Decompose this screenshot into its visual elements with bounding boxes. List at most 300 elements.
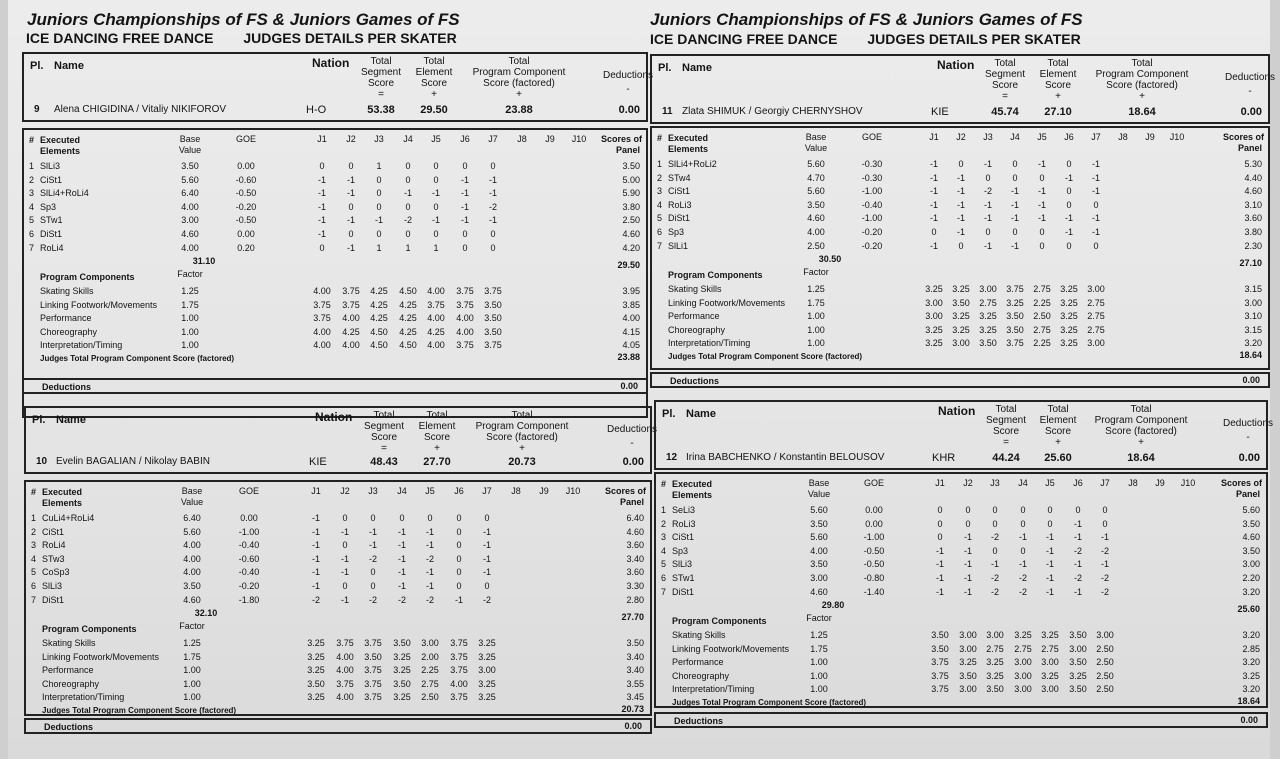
element-number: 7 bbox=[661, 587, 667, 597]
scores-of-header: Scores of bbox=[1222, 132, 1264, 142]
judge-mark: 0 bbox=[342, 540, 348, 550]
judge-mark: 1 bbox=[376, 243, 382, 253]
component-panel-score: 4.00 bbox=[622, 313, 640, 323]
judge-mark: -1 bbox=[929, 241, 939, 251]
judge-header: J8 bbox=[511, 486, 521, 496]
tss-header: Total bbox=[373, 410, 395, 421]
component-judge-mark: 4.00 bbox=[336, 692, 354, 702]
pcs-header: Total bbox=[1131, 58, 1153, 69]
element-goe: -1.80 bbox=[238, 595, 260, 605]
base-header: Base bbox=[805, 132, 827, 142]
component-judge-mark: 3.25 bbox=[1014, 630, 1032, 640]
component-factor: 1.00 bbox=[181, 313, 199, 323]
pl-label: Pl. bbox=[662, 408, 676, 420]
element-base-value: 4.00 bbox=[183, 567, 201, 577]
component-name: Linking Footwork/Movements bbox=[672, 644, 790, 654]
component-judge-mark: 2.50 bbox=[1033, 311, 1051, 321]
judge-mark: -1 bbox=[397, 567, 407, 577]
component-factor: 1.00 bbox=[181, 340, 199, 350]
pl-label: Pl. bbox=[658, 62, 672, 74]
base-header: Base bbox=[808, 478, 830, 488]
judge-mark: 0 bbox=[1047, 505, 1053, 515]
judge-mark: -1 bbox=[340, 595, 350, 605]
judge-header: J6 bbox=[1064, 132, 1074, 142]
judge-mark: 0 bbox=[985, 227, 991, 237]
component-judge-mark: 3.25 bbox=[393, 652, 411, 662]
judge-header: J2 bbox=[340, 486, 350, 496]
deductions-dash: - bbox=[630, 438, 634, 449]
tes-header: + bbox=[431, 89, 437, 100]
judge-mark: -2 bbox=[1018, 573, 1028, 583]
executed-header: Executed bbox=[40, 135, 81, 145]
judge-header: J2 bbox=[346, 134, 356, 144]
report-label: JUDGES DETAILS PER SKATER bbox=[243, 30, 457, 46]
component-factor: 1.00 bbox=[183, 692, 201, 702]
element-number: 4 bbox=[31, 554, 37, 564]
judges-total-label: Judges Total Program Component Score (factored) bbox=[668, 352, 863, 361]
judge-header: J6 bbox=[1073, 478, 1083, 488]
tss-header: = bbox=[381, 443, 387, 454]
element-code: STw1 bbox=[672, 573, 695, 583]
judge-mark: 1 bbox=[376, 161, 382, 171]
component-name: Skating Skills bbox=[42, 638, 96, 648]
factor-header: Factor bbox=[179, 621, 205, 631]
element-panel-score: 6.40 bbox=[626, 513, 644, 523]
component-judge-mark: 3.50 bbox=[484, 300, 502, 310]
element-panel-score: 3.60 bbox=[626, 540, 644, 550]
judge-mark: -1 bbox=[482, 527, 492, 537]
judge-mark: 0 bbox=[484, 513, 490, 523]
elements-header: Elements bbox=[672, 490, 713, 500]
judge-mark: -1 bbox=[311, 554, 321, 564]
judge-mark: -1 bbox=[1064, 213, 1074, 223]
tes-header: + bbox=[1055, 91, 1061, 102]
skater-name: Irina BABCHENKO / Konstantin BELOUSOV bbox=[686, 452, 885, 463]
judges-details bbox=[24, 480, 652, 716]
tes-header: Score bbox=[1044, 426, 1072, 437]
component-factor: 1.00 bbox=[810, 684, 828, 694]
component-judge-mark: 3.00 bbox=[959, 684, 977, 694]
pcs-header: + bbox=[1139, 91, 1145, 102]
element-base-value: 4.00 bbox=[183, 554, 201, 564]
judge-mark: 0 bbox=[992, 519, 998, 529]
judge-mark: -1 bbox=[431, 215, 441, 225]
skater-name: Evelin BAGALIAN / Nikolay BABIN bbox=[56, 456, 210, 467]
deductions-total: 0.00 bbox=[624, 721, 642, 731]
judge-mark: -1 bbox=[956, 186, 966, 196]
component-judge-mark: 3.25 bbox=[1060, 311, 1078, 321]
judge-mark: -1 bbox=[1073, 559, 1083, 569]
component-judge-mark: 3.75 bbox=[931, 657, 949, 667]
deductions-row bbox=[650, 372, 1270, 388]
base-value-total: 31.10 bbox=[192, 256, 216, 266]
elements-header: Elements bbox=[40, 146, 81, 156]
tss-header: Total bbox=[370, 56, 392, 67]
component-judge-mark: 3.00 bbox=[1096, 630, 1114, 640]
element-base-value: 4.00 bbox=[183, 540, 201, 550]
judge-mark: -1 bbox=[963, 587, 973, 597]
element-code: SlLi4+RoLi2 bbox=[668, 159, 717, 169]
component-name: Choreography bbox=[42, 679, 100, 689]
judge-mark: -2 bbox=[482, 595, 492, 605]
component-judge-mark: 3.50 bbox=[364, 652, 382, 662]
element-number: 5 bbox=[29, 215, 35, 225]
tes-header: Total bbox=[1047, 58, 1069, 69]
component-judge-mark: 4.00 bbox=[427, 340, 445, 350]
judge-header: J2 bbox=[956, 132, 966, 142]
component-judge-mark: 3.25 bbox=[986, 671, 1004, 681]
element-number: 6 bbox=[657, 227, 663, 237]
judge-mark: 0 bbox=[958, 159, 964, 169]
component-panel-score: 3.85 bbox=[622, 300, 640, 310]
judge-mark: -1 bbox=[983, 159, 993, 169]
element-goe: -1.00 bbox=[238, 527, 260, 537]
element-goe: -0.50 bbox=[863, 559, 885, 569]
judge-mark: -1 bbox=[368, 540, 378, 550]
component-panel-score: 4.15 bbox=[622, 327, 640, 337]
component-judge-mark: 4.00 bbox=[336, 652, 354, 662]
element-number: 4 bbox=[661, 546, 667, 556]
element-number: 6 bbox=[31, 581, 37, 591]
judge-mark: 0 bbox=[456, 554, 462, 564]
element-base-value: 3.00 bbox=[181, 215, 199, 225]
judge-mark: -1 bbox=[340, 554, 350, 564]
element-code: RoLi3 bbox=[672, 519, 696, 529]
component-factor: 1.00 bbox=[807, 338, 825, 348]
total-program-component-score: 18.64 bbox=[1128, 106, 1156, 118]
component-judge-mark: 4.25 bbox=[342, 327, 360, 337]
component-judge-mark: 3.25 bbox=[925, 284, 943, 294]
judge-mark: -2 bbox=[425, 554, 435, 564]
component-judge-mark: 3.75 bbox=[342, 286, 360, 296]
judge-header: J10 bbox=[565, 486, 581, 496]
component-name: Performance bbox=[668, 311, 720, 321]
judge-mark: -1 bbox=[1064, 227, 1074, 237]
judge-mark: -1 bbox=[317, 175, 327, 185]
element-code: SlLi1 bbox=[668, 241, 689, 251]
component-judge-mark: 4.00 bbox=[427, 313, 445, 323]
total-segment-score: 44.24 bbox=[992, 452, 1020, 464]
judges-total-label: Judges Total Program Component Score (factored) bbox=[42, 706, 237, 715]
component-factor: 1.25 bbox=[810, 630, 828, 640]
element-number: 5 bbox=[31, 567, 37, 577]
deductions-row bbox=[24, 718, 652, 734]
element-number: 7 bbox=[657, 241, 663, 251]
base-value-total: 32.10 bbox=[194, 608, 218, 618]
component-judge-mark: 3.00 bbox=[1014, 657, 1032, 667]
component-panel-score: 3.20 bbox=[1242, 684, 1260, 694]
pcs-header: + bbox=[516, 89, 522, 100]
judge-header: J4 bbox=[397, 486, 407, 496]
component-judge-mark: 3.25 bbox=[393, 692, 411, 702]
judge-mark: 0 bbox=[1039, 227, 1045, 237]
component-judge-mark: 2.50 bbox=[1096, 657, 1114, 667]
element-panel-score: 4.60 bbox=[1244, 186, 1262, 196]
element-base-value: 5.60 bbox=[181, 175, 199, 185]
judge-mark: 0 bbox=[490, 229, 496, 239]
element-panel-score: 4.40 bbox=[1244, 173, 1262, 183]
nation-label: Nation bbox=[938, 404, 976, 418]
judge-mark: -1 bbox=[311, 513, 321, 523]
judge-mark: -2 bbox=[397, 595, 407, 605]
component-judge-mark: 3.25 bbox=[1041, 630, 1059, 640]
component-judge-mark: 3.00 bbox=[986, 630, 1004, 640]
component-judge-mark: 3.25 bbox=[478, 638, 496, 648]
judge-mark: 0 bbox=[348, 161, 354, 171]
goe-header: GOE bbox=[863, 478, 885, 488]
element-panel-score: 4.60 bbox=[1242, 532, 1260, 542]
total-program-component-score: 18.64 bbox=[1127, 452, 1155, 464]
element-goe: -0.60 bbox=[238, 554, 260, 564]
judge-header: J3 bbox=[374, 134, 384, 144]
tes-header: + bbox=[434, 443, 440, 454]
component-judge-mark: 3.00 bbox=[952, 338, 970, 348]
component-factor: 1.75 bbox=[807, 298, 825, 308]
judge-mark: -1 bbox=[929, 173, 939, 183]
component-judge-mark: 2.75 bbox=[1087, 311, 1105, 321]
component-judge-mark: 3.00 bbox=[959, 644, 977, 654]
judge-mark: -1 bbox=[482, 540, 492, 550]
element-goe: 0.00 bbox=[237, 161, 255, 171]
component-factor: 1.75 bbox=[181, 300, 199, 310]
component-judge-mark: 2.25 bbox=[1033, 338, 1051, 348]
component-name: Interpretation/Timing bbox=[40, 340, 123, 350]
component-judge-mark: 4.25 bbox=[399, 313, 417, 323]
element-code: CiSt1 bbox=[668, 186, 691, 196]
component-panel-score: 3.15 bbox=[1244, 325, 1262, 335]
scores-of-header: Scores of bbox=[600, 134, 642, 144]
results-sheet bbox=[8, 0, 1276, 759]
judge-mark: 0 bbox=[1102, 505, 1108, 515]
element-number: 7 bbox=[31, 595, 37, 605]
executed-header: Executed bbox=[42, 487, 83, 497]
component-judge-mark: 4.25 bbox=[370, 286, 388, 296]
judge-mark: -1 bbox=[956, 200, 966, 210]
component-judge-mark: 3.75 bbox=[484, 286, 502, 296]
judge-mark: -1 bbox=[460, 215, 470, 225]
component-judge-mark: 3.25 bbox=[1069, 671, 1087, 681]
hash-header: # bbox=[657, 133, 663, 143]
component-judge-mark: 3.25 bbox=[952, 311, 970, 321]
element-code: Sp3 bbox=[672, 546, 689, 556]
element-panel-score: 3.80 bbox=[622, 202, 640, 212]
component-judge-mark: 2.50 bbox=[1096, 644, 1114, 654]
skater-card bbox=[650, 54, 1276, 394]
deductions-header: Deductions bbox=[1224, 72, 1276, 83]
judge-mark: -1 bbox=[956, 227, 966, 237]
element-number: 2 bbox=[661, 519, 667, 529]
component-judge-mark: 2.75 bbox=[1014, 644, 1032, 654]
judge-mark: 0 bbox=[1066, 200, 1072, 210]
component-name: Linking Footwork/Movements bbox=[42, 652, 160, 662]
pcs-header: + bbox=[1138, 437, 1144, 448]
element-goe: -1.00 bbox=[861, 186, 883, 196]
component-judge-mark: 2.50 bbox=[1096, 684, 1114, 694]
judge-mark: 0 bbox=[370, 513, 376, 523]
element-code: RoLi3 bbox=[668, 200, 692, 210]
component-judge-mark: 3.25 bbox=[1006, 298, 1024, 308]
component-judge-mark: 2.75 bbox=[421, 679, 439, 689]
element-score-total: 29.50 bbox=[617, 260, 640, 270]
scores-of-header: Scores of bbox=[604, 486, 646, 496]
element-code: DiSt1 bbox=[672, 587, 695, 597]
element-goe: -0.20 bbox=[861, 241, 883, 251]
nation-label: Nation bbox=[937, 58, 975, 72]
factor-header: Factor bbox=[177, 269, 203, 279]
judge-mark: -1 bbox=[1045, 532, 1055, 542]
judge-mark: -1 bbox=[1037, 213, 1047, 223]
element-goe: -0.30 bbox=[861, 159, 883, 169]
value-header: Value bbox=[807, 489, 831, 499]
judge-mark: -1 bbox=[425, 567, 435, 577]
judge-mark: 0 bbox=[456, 513, 462, 523]
judge-mark: 0 bbox=[965, 505, 971, 515]
rank: 12 bbox=[666, 452, 678, 463]
element-base-value: 4.60 bbox=[183, 595, 201, 605]
component-panel-score: 3.20 bbox=[1244, 338, 1262, 348]
program-components-header: Program Components bbox=[668, 270, 763, 280]
skater-name: Alena CHIGIDINA / Vitaliy NIKIFOROV bbox=[54, 104, 227, 115]
judge-mark: -1 bbox=[397, 527, 407, 537]
element-goe: 0.20 bbox=[237, 243, 255, 253]
element-panel-score: 4.60 bbox=[626, 527, 644, 537]
judge-header: J6 bbox=[454, 486, 464, 496]
component-judge-mark: 3.25 bbox=[952, 325, 970, 335]
element-base-value: 6.40 bbox=[183, 513, 201, 523]
element-base-value: 3.50 bbox=[810, 559, 828, 569]
element-goe: -1.40 bbox=[863, 587, 885, 597]
tss-header: Score bbox=[367, 78, 395, 89]
component-judge-mark: 3.00 bbox=[1041, 657, 1059, 667]
component-judge-mark: 3.75 bbox=[364, 692, 382, 702]
tes-header: Total bbox=[423, 56, 445, 67]
component-name: Skating Skills bbox=[672, 630, 726, 640]
element-number: 3 bbox=[661, 532, 667, 542]
element-number: 6 bbox=[29, 229, 35, 239]
element-panel-score: 5.60 bbox=[1242, 505, 1260, 515]
judge-mark: 0 bbox=[1066, 159, 1072, 169]
judge-header: J5 bbox=[425, 486, 435, 496]
tes-header: Total bbox=[1047, 404, 1069, 415]
element-goe: -0.40 bbox=[238, 540, 260, 550]
judge-mark: 0 bbox=[348, 202, 354, 212]
component-judge-mark: 3.75 bbox=[456, 286, 474, 296]
judge-header: J5 bbox=[431, 134, 441, 144]
skater-card bbox=[24, 406, 658, 738]
deductions-dash: - bbox=[1246, 432, 1250, 443]
skater-card bbox=[22, 52, 654, 396]
component-panel-score: 3.25 bbox=[1242, 671, 1260, 681]
judge-mark: 0 bbox=[1012, 227, 1018, 237]
component-name: Linking Footwork/Movements bbox=[40, 300, 158, 310]
element-base-value: 3.50 bbox=[810, 519, 828, 529]
component-factor: 1.00 bbox=[810, 671, 828, 681]
component-name: Interpretation/Timing bbox=[42, 692, 125, 702]
judge-mark: -1 bbox=[1091, 227, 1101, 237]
judge-header: J4 bbox=[403, 134, 413, 144]
component-judge-mark: 2.75 bbox=[1087, 325, 1105, 335]
judge-mark: -2 bbox=[403, 215, 413, 225]
tss-header: Total bbox=[994, 58, 1016, 69]
judge-header: J1 bbox=[929, 132, 939, 142]
panel-header: Panel bbox=[1235, 489, 1260, 499]
component-panel-score: 3.20 bbox=[1242, 630, 1260, 640]
deductions-total: 0.00 bbox=[620, 381, 638, 391]
component-judge-mark: 3.75 bbox=[313, 300, 331, 310]
component-judge-mark: 3.75 bbox=[1006, 284, 1024, 294]
judges-total-value: 18.64 bbox=[1239, 350, 1262, 360]
component-name: Skating Skills bbox=[40, 286, 94, 296]
goe-header: GOE bbox=[861, 132, 883, 142]
judge-mark: 0 bbox=[342, 581, 348, 591]
component-name: Performance bbox=[42, 665, 94, 675]
value-header: Value bbox=[180, 497, 204, 507]
judge-mark: -1 bbox=[340, 527, 350, 537]
tes-header: Element bbox=[418, 421, 456, 432]
element-base-value: 5.60 bbox=[807, 159, 825, 169]
deductions-value: 0.00 bbox=[622, 456, 644, 468]
component-judge-mark: 3.25 bbox=[307, 652, 325, 662]
program-components-header: Program Components bbox=[42, 624, 137, 634]
value-header: Value bbox=[178, 145, 202, 155]
base-value-total: 29.80 bbox=[821, 600, 845, 610]
judge-mark: -2 bbox=[311, 595, 321, 605]
total-segment-score: 45.74 bbox=[991, 106, 1019, 118]
element-base-value: 3.50 bbox=[181, 161, 199, 171]
judge-header: J4 bbox=[1018, 478, 1028, 488]
component-panel-score: 3.20 bbox=[1242, 657, 1260, 667]
judge-mark: -1 bbox=[935, 546, 945, 556]
deductions-dash: - bbox=[626, 84, 630, 95]
judge-header: J3 bbox=[983, 132, 993, 142]
deductions-value: 0.00 bbox=[1238, 452, 1260, 464]
element-number: 3 bbox=[29, 188, 35, 198]
judge-mark: -2 bbox=[983, 186, 993, 196]
judge-mark: 0 bbox=[405, 229, 411, 239]
component-name: Choreography bbox=[668, 325, 726, 335]
element-code: Sp3 bbox=[668, 227, 685, 237]
deductions-label: Deductions bbox=[670, 376, 720, 386]
hash-header: # bbox=[661, 479, 667, 489]
judge-mark: 0 bbox=[1066, 186, 1072, 196]
component-judge-mark: 3.00 bbox=[959, 630, 977, 640]
element-base-value: 5.60 bbox=[810, 505, 828, 515]
element-goe: -0.50 bbox=[235, 188, 257, 198]
component-judge-mark: 3.75 bbox=[450, 652, 468, 662]
judge-mark: -1 bbox=[488, 175, 498, 185]
component-judge-mark: 3.25 bbox=[478, 652, 496, 662]
element-panel-score: 3.20 bbox=[1242, 587, 1260, 597]
element-code: SlLi3 bbox=[42, 581, 63, 591]
component-judge-mark: 3.00 bbox=[1041, 684, 1059, 694]
judge-mark: -1 bbox=[935, 559, 945, 569]
name-label: Name bbox=[686, 408, 716, 420]
component-panel-score: 3.95 bbox=[622, 286, 640, 296]
component-judge-mark: 3.25 bbox=[979, 325, 997, 335]
judge-mark: -1 bbox=[1037, 200, 1047, 210]
component-judge-mark: 3.00 bbox=[1069, 644, 1087, 654]
judge-mark: -2 bbox=[1100, 587, 1110, 597]
judge-mark: -1 bbox=[460, 188, 470, 198]
judge-header: J3 bbox=[368, 486, 378, 496]
judge-mark: -1 bbox=[425, 540, 435, 550]
judge-mark: -2 bbox=[368, 595, 378, 605]
component-judge-mark: 3.25 bbox=[1060, 298, 1078, 308]
element-goe: -0.30 bbox=[861, 173, 883, 183]
factor-header: Factor bbox=[803, 267, 829, 277]
judge-mark: -1 bbox=[929, 200, 939, 210]
goe-header: GOE bbox=[238, 486, 260, 496]
